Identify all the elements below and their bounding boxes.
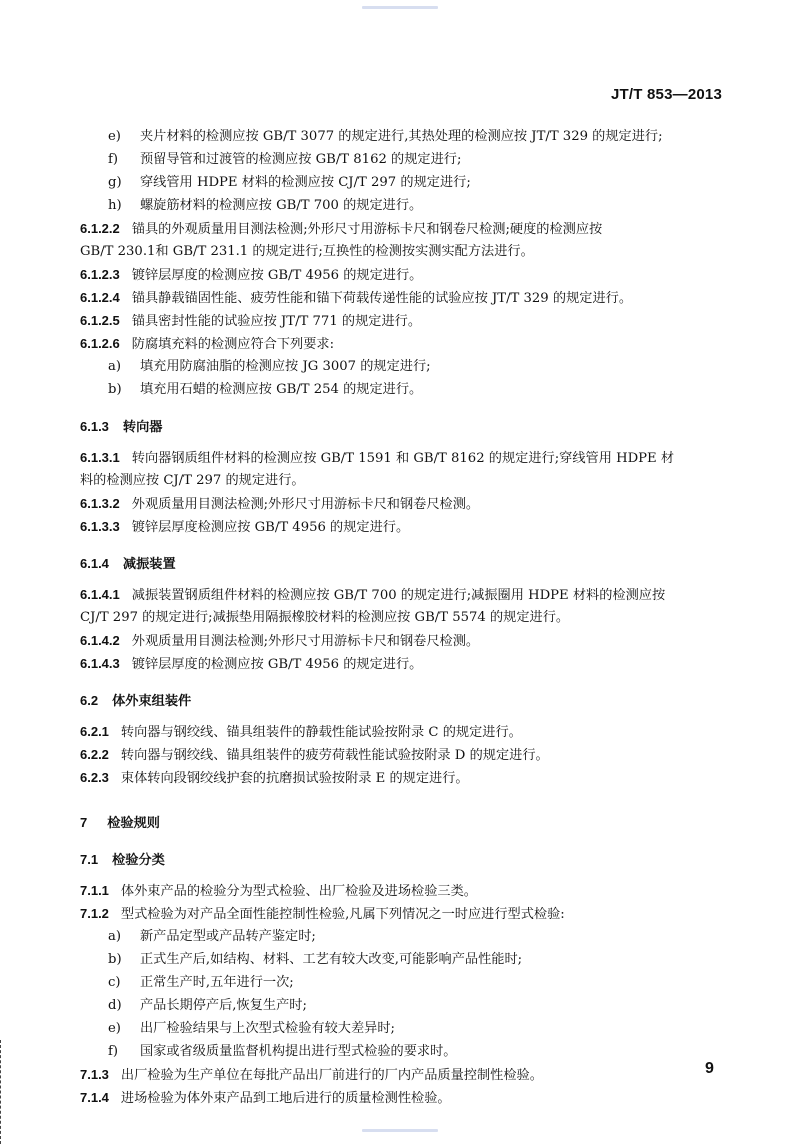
clause-6-1-3-1-continuation: 料的检测应按 CJ/T 297 的规定进行。 [80,473,305,488]
clause-6-2-2: 6.2.2 转向器与钢绞线、锚具组装件的疲劳荷载性能试验按附录 D 的规定进行。 [80,747,549,763]
watermark-bottom [0,1128,800,1134]
standard-code-header: JT/T 853—2013 [611,86,722,103]
clause-6-1-3-2: 6.1.3.2 外观质量用目测法检测;外形尺寸用游标卡尺和钢卷尺检测。 [80,496,480,512]
watermark-bar [362,1129,438,1132]
list-item: h) 螺旋筋材料的检测应按 GB/T 700 的规定进行。 [108,198,423,213]
clause-6-1-2-4: 6.1.2.4 锚具静载锚固性能、疲劳性能和锚下荷载传递性能的试验应按 JT/T 329 的规定进行。 [80,290,633,306]
list-item: c) 正常生产时,五年进行一次; [108,975,294,990]
list-item: b) 正式生产后,如结构、材料、工艺有较大改变,可能影响产品性能时; [108,952,523,967]
clause-6-2-1: 6.2.1 转向器与钢绞线、锚具组装件的静载性能试验按附录 C 的规定进行。 [80,724,522,740]
clause-6-1-2-6: 6.1.2.6 防腐填充料的检测应符合下列要求: [80,336,335,352]
clause-6-1-2-2: 6.1.2.2 锚具的外观质量用目测法检测;外形尺寸用游标卡尺和钢卷尺检测;硬度的检测应按 [80,221,603,237]
clause-7-1-2: 7.1.2 型式检验为对产品全面性能控制性检验,凡属下列情况之一时应进行型式检验: [80,906,565,922]
heading-6-2: 6.2 体外束组装件 [80,693,192,709]
document-body [80,125,726,1109]
page-number: 9 [705,1060,714,1077]
clause-6-1-4-3: 6.1.4.3 镀锌层厚度的检测应按 GB/T 4956 的规定进行。 [80,656,423,672]
clause-6-1-3-3: 6.1.3.3 镀锌层厚度检测应按 GB/T 4956 的规定进行。 [80,519,410,535]
clause-6-1-4-1-continuation: CJ/T 297 的规定进行;减振垫用隔振橡胶材料的检测应按 GB/T 5574 的规定进行。 [80,610,570,625]
watermark-bar [362,6,438,9]
heading-7-1: 7.1 检验分类 [80,852,165,868]
list-item: e) 出厂检验结果与上次型式检验有较大差异时; [108,1021,396,1036]
clause-6-2-3: 6.2.3 束体转向段钢绞线护套的抗磨损试验按附录 E 的规定进行。 [80,770,469,786]
list-item: g) 穿线管用 HDPE 材料的检测应按 CJ/T 297 的规定进行; [108,175,471,190]
list-item: e) 夹片材料的检测应按 GB/T 3077 的规定进行,其热处理的检测应按 JT/T 329 的规定进行; [108,129,663,144]
clause-6-1-3-1: 6.1.3.1 转向器钢质组件材料的检测应按 GB/T 1591 和 GB/T 8162 的规定进行;穿线管用 HDPE 材 [80,450,675,466]
clause-6-1-4-2: 6.1.4.2 外观质量用目测法检测;外形尺寸用游标卡尺和钢卷尺检测。 [80,633,480,649]
list-item: f) 国家或省级质量监督机构提出进行型式检验的要求时。 [108,1044,457,1059]
clause-7-1-3: 7.1.3 出厂检验为生产单位在每批产品出厂前进行的厂内产品质量控制性检验。 [80,1067,543,1083]
clause-6-1-2-2-continuation: GB/T 230.1和 GB/T 231.1 的规定进行;互换性的检测按实测实配方法进行。 [80,244,534,259]
list-item: f) 预留导管和过渡管的检测应按 GB/T 8162 的规定进行; [108,152,462,167]
clause-6-1-2-5: 6.1.2.5 锚具密封性能的试验应按 JT/T 771 的规定进行。 [80,313,422,329]
heading-6-1-4: 6.1.4 减振装置 [80,556,176,572]
list-item: a) 填充用防腐油脂的检测应按 JG 3007 的规定进行; [108,359,431,374]
clause-6-1-4-1: 6.1.4.1 减振装置钢质组件材料的检测应按 GB/T 700 的规定进行;减振圈用 HDPE 材料的检测应按 [80,587,666,603]
clause-7-1-1: 7.1.1 体外束产品的检验分为型式检验、出厂检验及进场检验三类。 [80,883,477,899]
watermark-top [0,5,800,11]
list-item: d) 产品长期停产后,恢复生产时; [108,998,307,1013]
list-item: a) 新产品定型或产品转产鉴定时; [108,929,316,944]
heading-7: 7 检验规则 [80,815,160,831]
clause-6-1-2-3: 6.1.2.3 镀锌层厚度的检测应按 GB/T 4956 的规定进行。 [80,267,423,283]
clause-7-1-4: 7.1.4 进场检验为体外束产品到工地后进行的质量检测性检验。 [80,1090,451,1106]
heading-6-1-3: 6.1.3 转向器 [80,419,163,435]
list-item: b) 填充用石蜡的检测应按 GB/T 254 的规定进行。 [108,382,423,397]
